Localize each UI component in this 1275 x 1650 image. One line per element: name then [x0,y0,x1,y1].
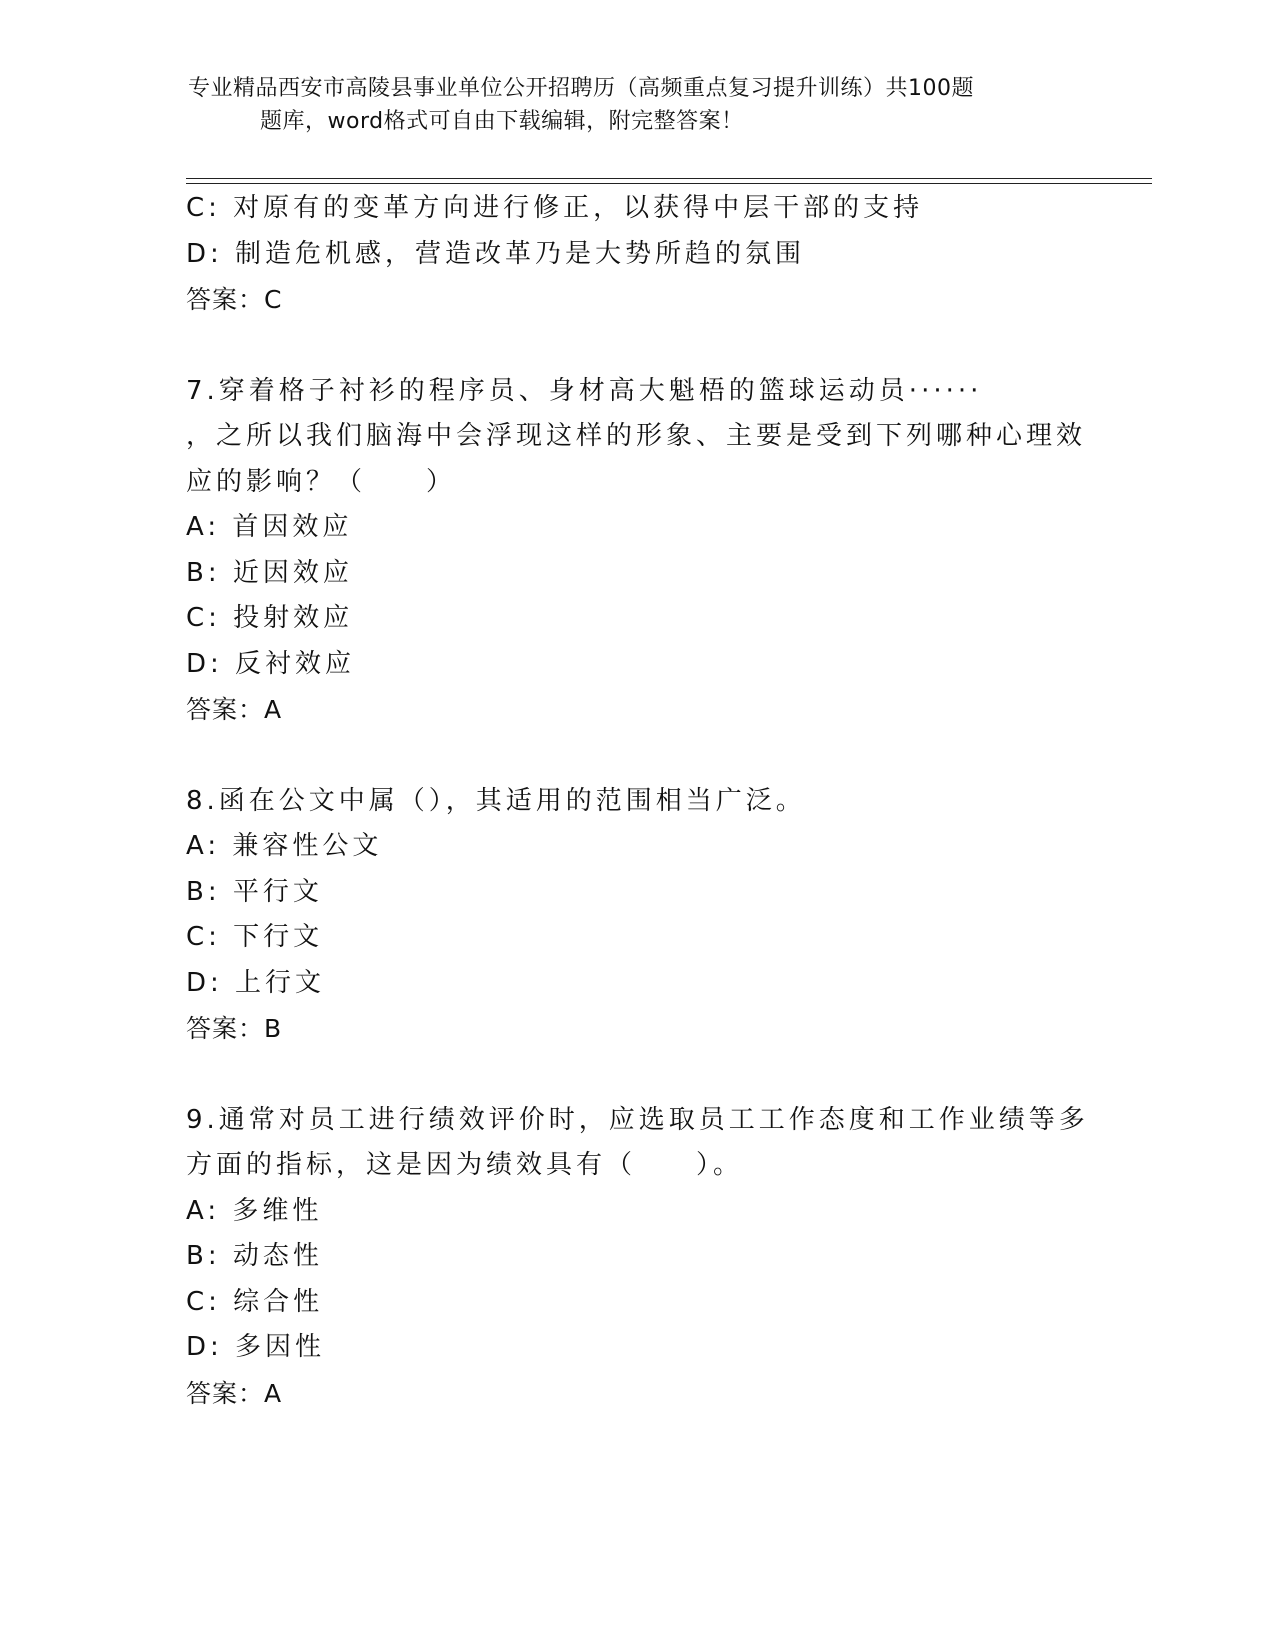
option-a: A: 兼容性公文 [186,831,383,861]
question-8 [186,779,1066,1052]
option-a: A: 多维性 [186,1195,323,1226]
option-a: A: 首因效应 [186,512,353,542]
option-c: C: 投射效应 [186,603,354,633]
option-c: C: 下行文 [186,922,324,952]
option-c: C: 对原有的变革方向进行修正，以获得中层干部的支持 [186,193,924,223]
question-text-line: 方面的指标，这是因为绩效具有（ ）。 [186,1150,744,1180]
document-header [188,72,1068,138]
question-text-line: 应的影响？（ ） [186,466,457,497]
spacer [186,323,1066,369]
header-title-line-2: 题库，word格式可自由下载编辑，附完整答案！ [260,109,744,134]
answer: 答案：A [186,1378,283,1408]
question-9 [186,1098,1089,1417]
answer: 答案：A [186,695,283,724]
spacer [186,733,1066,779]
document-body [186,186,1089,1416]
question-text-line: 9.通常对员工进行绩效评价时，应选取员工工作态度和工作业绩等多 [186,1104,1089,1135]
header-divider-bottom [186,183,1152,184]
answer: 答案：C [186,285,283,314]
question-text-line: ，之所以我们脑海中会浮现这样的形象、主要是受到下列哪种心理效 [186,421,1087,451]
question-7 [186,369,1087,733]
option-d: D: 制造危机感，营造改革乃是大势所趋的氛围 [186,238,806,269]
option-d: D: 反衬效应 [186,648,356,679]
option-b: B: 平行文 [186,876,323,907]
option-c: C: 综合性 [186,1286,324,1317]
header-title-line-1: 专业精品西安市高陵县事业单位公开招聘历（高频重点复习提升训练）共100题 [188,76,974,101]
question-6-continuation [186,186,1066,323]
header-divider-top [186,178,1152,179]
option-d: D: 多因性 [186,1332,326,1362]
option-b: B: 近因效应 [186,557,353,588]
option-b: B: 动态性 [186,1241,323,1271]
spacer [186,1052,1066,1098]
question-text-line: 8.函在公文中属（），其适用的范围相当广泛。 [186,785,806,816]
option-d: D: 上行文 [186,967,326,998]
answer: 答案：B [186,1014,283,1043]
question-text-line: 7.穿着格子衬衫的程序员、身材高大魁梧的篮球运动员······ [186,375,983,406]
